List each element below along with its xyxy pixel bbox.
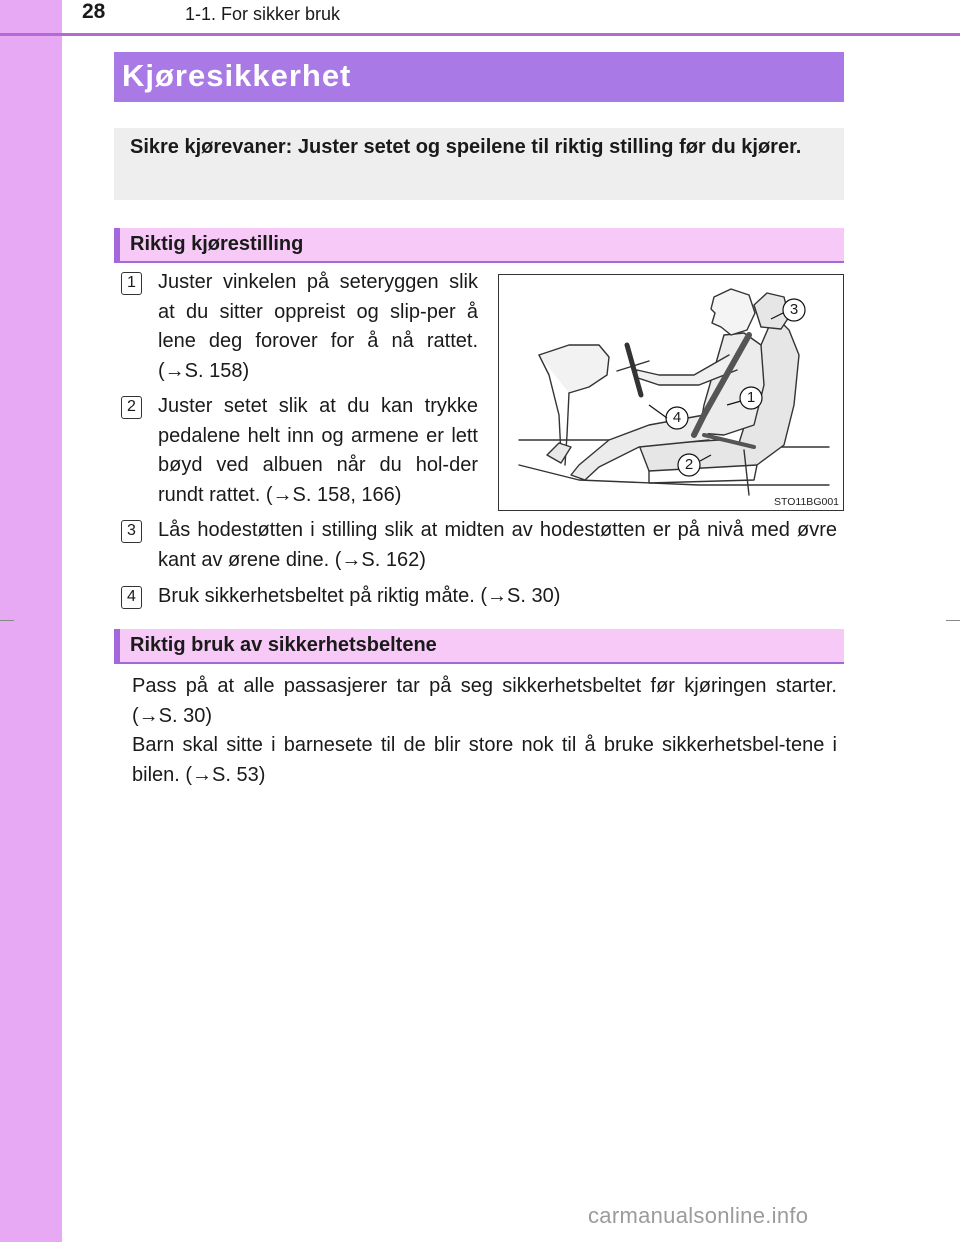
paragraph: Barn skal sitte i barnesete til de blir store nok til å bruke sikkerhetsbel-tene i bilen. (→S. 53) [132,734,837,786]
callout-2: 2 [684,456,694,473]
subheading-seatbelt-use-text: Riktig bruk av sikkerhetsbeltene [130,634,437,656]
figure-code: STO11BG001 [774,496,839,508]
side-color-band [0,0,62,1242]
crop-mark-left [0,620,14,621]
item-number-badge: 4 [121,586,142,609]
paragraph: Pass på at alle passasjerer tar på seg sikkerhetsbeltet før kjøringen starter. (→S. 30) [132,675,837,727]
item-number-badge: 1 [121,272,142,295]
page-title: Kjøresikkerhet [122,58,352,93]
section-breadcrumb: 1-1. For sikker bruk [185,4,341,24]
callout-1: 1 [746,389,756,406]
header-rule [0,33,960,36]
subheading-seatbelt-use [114,629,844,664]
item-number-badge: 3 [121,520,142,543]
intro-text: Sikre kjørevaner: Juster setet og speilene til riktig stilling før du kjører. [130,136,802,158]
list-item-text: Bruk sikkerhetsbeltet på riktig måte. (→S. 30) [158,585,561,607]
subheading-driving-position [114,228,844,263]
list-item-text: Lås hodestøtten i stilling slik at midten av hodestøtten er på nivå med øvre kant av ørene dine. (→S. 162) [158,519,837,571]
item-number-badge: 2 [121,396,142,419]
intro-box [114,128,844,200]
watermark: carmanualsonline.info [588,1203,809,1228]
list-item-text: Juster setet slik at du kan trykke pedalene helt inn og armene er lett bøyd ved albuen når du hol-der rundt rattet. (→S. 158, 166) [158,395,478,506]
crop-mark-right [946,620,960,621]
callout-3: 3 [789,301,799,318]
page-number: 28 [82,0,106,23]
page-title-bar [114,52,844,102]
callout-4: 4 [672,409,682,426]
driver-seat-illustration [498,274,844,511]
list-item-text: Juster vinkelen på seteryggen slik at du sitter oppreist og slip-per å lene deg forover for å nå rattet. (→S. 158) [158,271,478,382]
subheading-driving-position-text: Riktig kjørestilling [130,233,304,255]
